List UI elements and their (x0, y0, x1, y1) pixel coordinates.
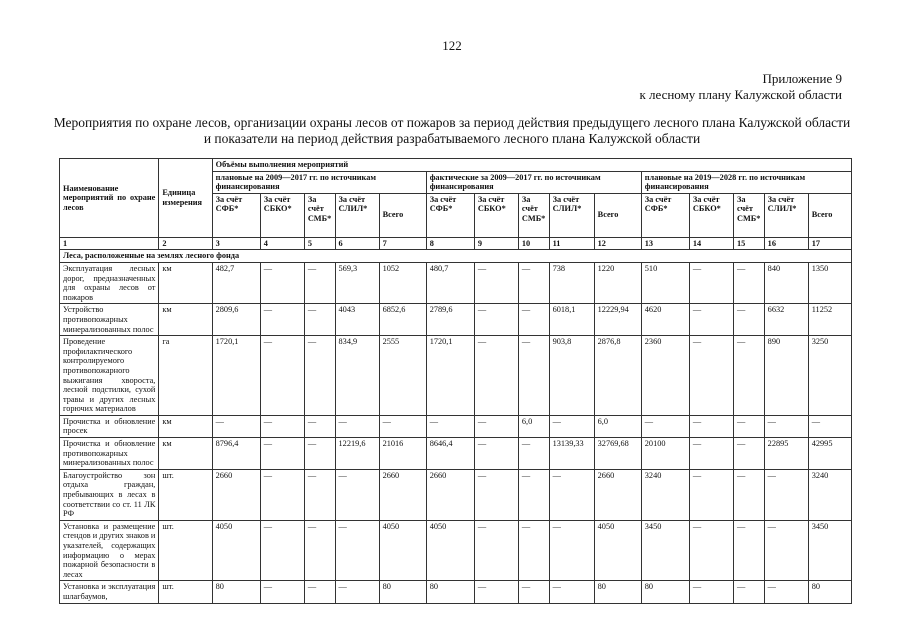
value-cell: — (335, 469, 379, 520)
value-cell: 12219,6 (335, 438, 379, 470)
header-source-2-4: Всего (808, 193, 851, 237)
table-row (60, 262, 852, 303)
value-cell: 4043 (335, 304, 379, 336)
value-cell: — (304, 438, 335, 470)
value-cell: 2660 (379, 469, 426, 520)
value-cell: — (260, 415, 304, 437)
value-cell: 80 (594, 581, 641, 603)
value-cell: 903,8 (549, 336, 594, 416)
value-cell: 4620 (641, 304, 689, 336)
value-cell: — (518, 438, 549, 470)
value-cell: 6,0 (518, 415, 549, 437)
table-row (60, 438, 852, 470)
page-number: 122 (442, 38, 462, 53)
value-cell: — (335, 520, 379, 581)
header-source-1-2: За счёт СМБ* (518, 193, 549, 237)
value-cell: 3450 (641, 520, 689, 581)
value-cell: 21016 (379, 438, 426, 470)
activity-name-cell: Проведение профилактического контролируемого противопожарного выжигания хвороста, лесной подстилки, сухой травы и других лесных горючих материалов (60, 336, 159, 416)
value-cell: 4050 (212, 520, 260, 581)
value-cell: — (733, 304, 764, 336)
header-group-plan-2009: плановые на 2009—2017 гг. по источникам финансирования (212, 171, 426, 193)
value-cell: — (335, 581, 379, 603)
header-source-2-1: За счёт СБКО* (689, 193, 733, 237)
activity-name-cell: Прочистка и обновление противопожарных минерализованных полос (60, 438, 159, 470)
column-number: 17 (808, 237, 851, 250)
column-number: 5 (304, 237, 335, 250)
value-cell: — (641, 415, 689, 437)
header-source-2-0: За счёт СФБ* (641, 193, 689, 237)
value-cell: — (474, 469, 518, 520)
section-row (60, 250, 852, 263)
value-cell: 482,7 (212, 262, 260, 303)
value-cell: — (335, 415, 379, 437)
value-cell: — (474, 304, 518, 336)
value-cell: — (304, 469, 335, 520)
forest-protection-table (59, 158, 852, 604)
value-cell: — (260, 336, 304, 416)
appendix-line-1: Приложение 9 (762, 71, 842, 86)
section-title: Леса, расположенные на землях лесного фонда (60, 250, 852, 263)
column-number: 10 (518, 237, 549, 250)
table-row (60, 304, 852, 336)
table-row (60, 469, 852, 520)
value-cell: — (304, 262, 335, 303)
value-cell: — (518, 469, 549, 520)
value-cell: — (379, 415, 426, 437)
value-cell: — (474, 262, 518, 303)
value-cell: 834,9 (335, 336, 379, 416)
table-row (60, 415, 852, 437)
value-cell: 80 (808, 581, 851, 603)
column-number: 4 (260, 237, 304, 250)
value-cell: 1220 (594, 262, 641, 303)
header-group-plan-2019: плановые на 2019—2028 гг. по источникам финансирования (641, 171, 851, 193)
appendix-label (639, 71, 842, 103)
column-number: 9 (474, 237, 518, 250)
header-activity-name: Наименование мероприятий по охране лесов (60, 159, 159, 238)
unit-cell: шт. (159, 469, 212, 520)
value-cell: — (764, 469, 808, 520)
value-cell: — (764, 415, 808, 437)
value-cell: 840 (764, 262, 808, 303)
value-cell: — (689, 581, 733, 603)
column-number: 2 (159, 237, 212, 250)
activity-name-cell: Устройство противопожарных минерализованных полос (60, 304, 159, 336)
value-cell: — (689, 304, 733, 336)
value-cell: 2789,6 (426, 304, 474, 336)
value-cell: — (304, 304, 335, 336)
value-cell: — (549, 469, 594, 520)
value-cell: 2660 (426, 469, 474, 520)
unit-cell: шт. (159, 520, 212, 581)
table-container (59, 158, 852, 640)
value-cell: — (733, 520, 764, 581)
value-cell: 569,3 (335, 262, 379, 303)
value-cell: — (518, 262, 549, 303)
table-row (60, 581, 852, 603)
unit-cell: км (159, 304, 212, 336)
value-cell: — (733, 581, 764, 603)
value-cell: 4050 (379, 520, 426, 581)
value-cell: — (518, 304, 549, 336)
value-cell: — (212, 415, 260, 437)
header-source-1-0: За счёт СФБ* (426, 193, 474, 237)
header-source-0-2: За счёт СМБ* (304, 193, 335, 237)
value-cell: 20100 (641, 438, 689, 470)
value-cell: 1720,1 (426, 336, 474, 416)
value-cell: 6632 (764, 304, 808, 336)
header-source-1-3: За счёт СЛИЛ* (549, 193, 594, 237)
header-volumes: Объёмы выполнения мероприятий (212, 159, 851, 172)
column-number: 1 (60, 237, 159, 250)
value-cell: — (518, 581, 549, 603)
value-cell: — (549, 520, 594, 581)
value-cell: — (689, 469, 733, 520)
value-cell: — (689, 336, 733, 416)
header-group-fact-2009: фактические за 2009—2017 гг. по источникам финансирования (426, 171, 641, 193)
value-cell: 3450 (808, 520, 851, 581)
column-number: 8 (426, 237, 474, 250)
value-cell: — (518, 520, 549, 581)
value-cell: 42995 (808, 438, 851, 470)
column-number-row (60, 237, 852, 250)
value-cell: — (733, 336, 764, 416)
value-cell: 80 (212, 581, 260, 603)
value-cell: — (474, 438, 518, 470)
title-line-1: Мероприятия по охране лесов, организации охраны лесов от пожаров за период действия предыдущего лесного плана Калужской области (53, 115, 851, 130)
value-cell: 738 (549, 262, 594, 303)
value-cell: — (733, 438, 764, 470)
header-unit: Единица измерения (159, 159, 212, 238)
column-number: 12 (594, 237, 641, 250)
value-cell: 2660 (212, 469, 260, 520)
value-cell: — (549, 581, 594, 603)
value-cell: 32769,68 (594, 438, 641, 470)
unit-cell: шт. (159, 581, 212, 603)
column-number: 11 (549, 237, 594, 250)
value-cell: 8646,4 (426, 438, 474, 470)
value-cell: 12229,94 (594, 304, 641, 336)
value-cell: 13139,33 (549, 438, 594, 470)
value-cell: — (474, 581, 518, 603)
value-cell: 3250 (808, 336, 851, 416)
header-source-0-1: За счёт СБКО* (260, 193, 304, 237)
value-cell: — (689, 415, 733, 437)
value-cell: 1720,1 (212, 336, 260, 416)
column-number: 15 (733, 237, 764, 250)
header-source-0-0: За счёт СФБ* (212, 193, 260, 237)
value-cell: 510 (641, 262, 689, 303)
value-cell: — (474, 336, 518, 416)
value-cell: — (260, 262, 304, 303)
value-cell: — (764, 581, 808, 603)
unit-cell: га (159, 336, 212, 416)
value-cell: 6,0 (594, 415, 641, 437)
header-source-0-4: Всего (379, 193, 426, 237)
value-cell: 2555 (379, 336, 426, 416)
activity-name-cell: Установка и эксплуатация шлагбаумов, (60, 581, 159, 603)
value-cell: 80 (641, 581, 689, 603)
activity-name-cell: Прочистка и обновление просек (60, 415, 159, 437)
header-source-0-3: За счёт СЛИЛ* (335, 193, 379, 237)
document-title (40, 115, 864, 147)
activity-name-cell: Установка и размещение стендов и других знаков и указателей, содержащих информацию о мерах пожарной безопасности в лесах (60, 520, 159, 581)
value-cell: 6852,6 (379, 304, 426, 336)
column-number: 3 (212, 237, 260, 250)
unit-cell: км (159, 415, 212, 437)
value-cell: — (304, 336, 335, 416)
value-cell: 6018,1 (549, 304, 594, 336)
value-cell: — (260, 438, 304, 470)
value-cell: — (808, 415, 851, 437)
value-cell: — (474, 520, 518, 581)
value-cell: 11252 (808, 304, 851, 336)
unit-cell: км (159, 438, 212, 470)
activity-name-cell: Благоустройство зон отдыха граждан, пребывающих в лесах в соответствии со ст. 11 ЛК РФ (60, 469, 159, 520)
column-number: 13 (641, 237, 689, 250)
header-source-1-4: Всего (594, 193, 641, 237)
value-cell: — (260, 520, 304, 581)
value-cell: 480,7 (426, 262, 474, 303)
value-cell: 80 (426, 581, 474, 603)
value-cell: — (260, 304, 304, 336)
value-cell: — (474, 415, 518, 437)
value-cell: 2809,6 (212, 304, 260, 336)
value-cell: — (304, 520, 335, 581)
value-cell: 3240 (641, 469, 689, 520)
value-cell: — (689, 262, 733, 303)
value-cell: 80 (379, 581, 426, 603)
unit-cell: км (159, 262, 212, 303)
value-cell: — (426, 415, 474, 437)
value-cell: — (733, 262, 764, 303)
table-row (60, 336, 852, 416)
value-cell: — (260, 581, 304, 603)
value-cell: — (304, 581, 335, 603)
table-row (60, 520, 852, 581)
header-source-2-2: За счёт СМБ* (733, 193, 764, 237)
title-line-2: и показатели на период действия разрабатываемого лесного плана Калужской области (203, 131, 701, 146)
table-body (60, 237, 852, 603)
value-cell: 1350 (808, 262, 851, 303)
value-cell: 4050 (594, 520, 641, 581)
column-number: 16 (764, 237, 808, 250)
value-cell: 890 (764, 336, 808, 416)
column-number: 7 (379, 237, 426, 250)
appendix-line-2: к лесному плану Калужской области (639, 87, 842, 102)
activity-name-cell: Эксплуатация лесных дорог, предназначенных для охраны лесов от пожаров (60, 262, 159, 303)
value-cell: 3240 (808, 469, 851, 520)
value-cell: — (260, 469, 304, 520)
header-source-1-1: За счёт СБКО* (474, 193, 518, 237)
value-cell: 8796,4 (212, 438, 260, 470)
column-number: 14 (689, 237, 733, 250)
value-cell: — (549, 415, 594, 437)
value-cell: — (733, 469, 764, 520)
header-source-2-3: За счёт СЛИЛ* (764, 193, 808, 237)
value-cell: — (518, 336, 549, 416)
value-cell: 2876,8 (594, 336, 641, 416)
value-cell: 2660 (594, 469, 641, 520)
value-cell: 1052 (379, 262, 426, 303)
value-cell: — (764, 520, 808, 581)
value-cell: 4050 (426, 520, 474, 581)
value-cell: — (304, 415, 335, 437)
value-cell: — (689, 520, 733, 581)
column-number: 6 (335, 237, 379, 250)
value-cell: 22895 (764, 438, 808, 470)
value-cell: 2360 (641, 336, 689, 416)
value-cell: — (689, 438, 733, 470)
value-cell: — (733, 415, 764, 437)
